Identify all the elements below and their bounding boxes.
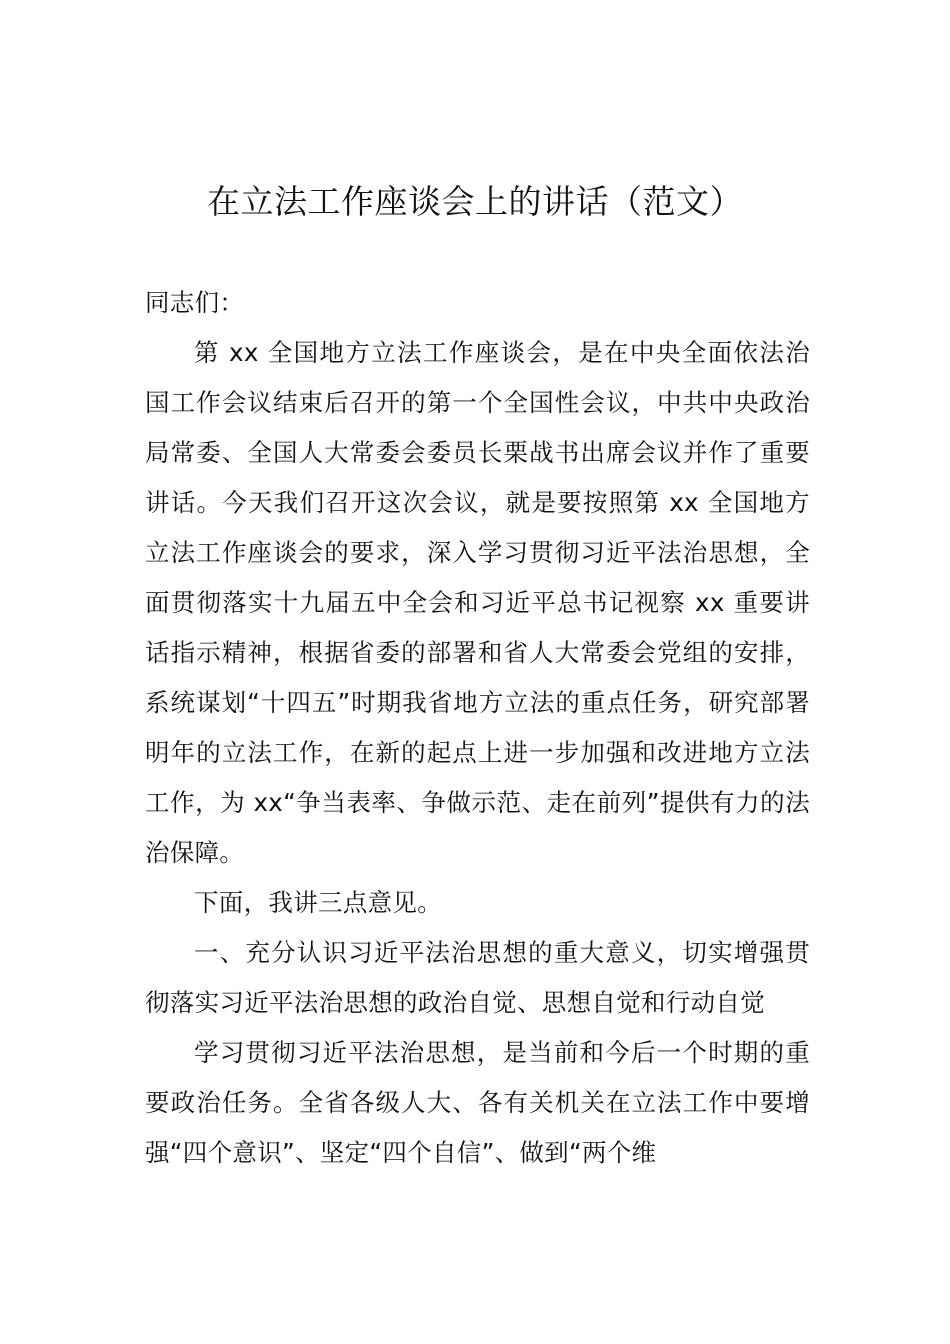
document-body xyxy=(145,278,810,1178)
section-heading: 一、充分认识习近平法治思想的重大意义，切实增强贯彻落实习近平法治思想的政治自觉、思想自觉和行动自觉 xyxy=(145,938,810,1017)
section-paragraph: 学习贯彻习近平法治思想，是当前和今后一个时期的重要政治任务。全省各级人大、各有关机关在立法工作中要增强“四个意识”、坚定“四个自信”、做到“两个维 xyxy=(145,1038,810,1167)
salutation: 同志们： xyxy=(145,288,245,317)
paragraph-outline: 下面，我讲三点意见。 xyxy=(194,888,442,917)
paragraph-intro: 第 xx 全国地方立法工作座谈会，是在中央全面依法治国工作会议结束后召开的第一个全国性会议，中共中央政治局常委、全国人大常委会委员长栗战书出席会议并作了重要讲话。今天我们召开这次会议，就是要按照第 xx 全国地方立法工作座谈会的要求，深入学习贯彻习近平法治思想，全面贯彻落实十九届五中全会和习近平总书记视察 xx 重要讲话指示精神，根据省委的部署和省人大常委会党组的安排，系统谋划“十四五”时期我省地方立法的重点任务，研究部署明年的立法工作，在新的起点上进一步加强和改进地方立法工作，为 xx“争当表率、争做示范、走在前列”提供有力的法治保障。 xyxy=(145,338,810,867)
document-title: 在立法工作座谈会上的讲话（范文） xyxy=(207,182,743,221)
